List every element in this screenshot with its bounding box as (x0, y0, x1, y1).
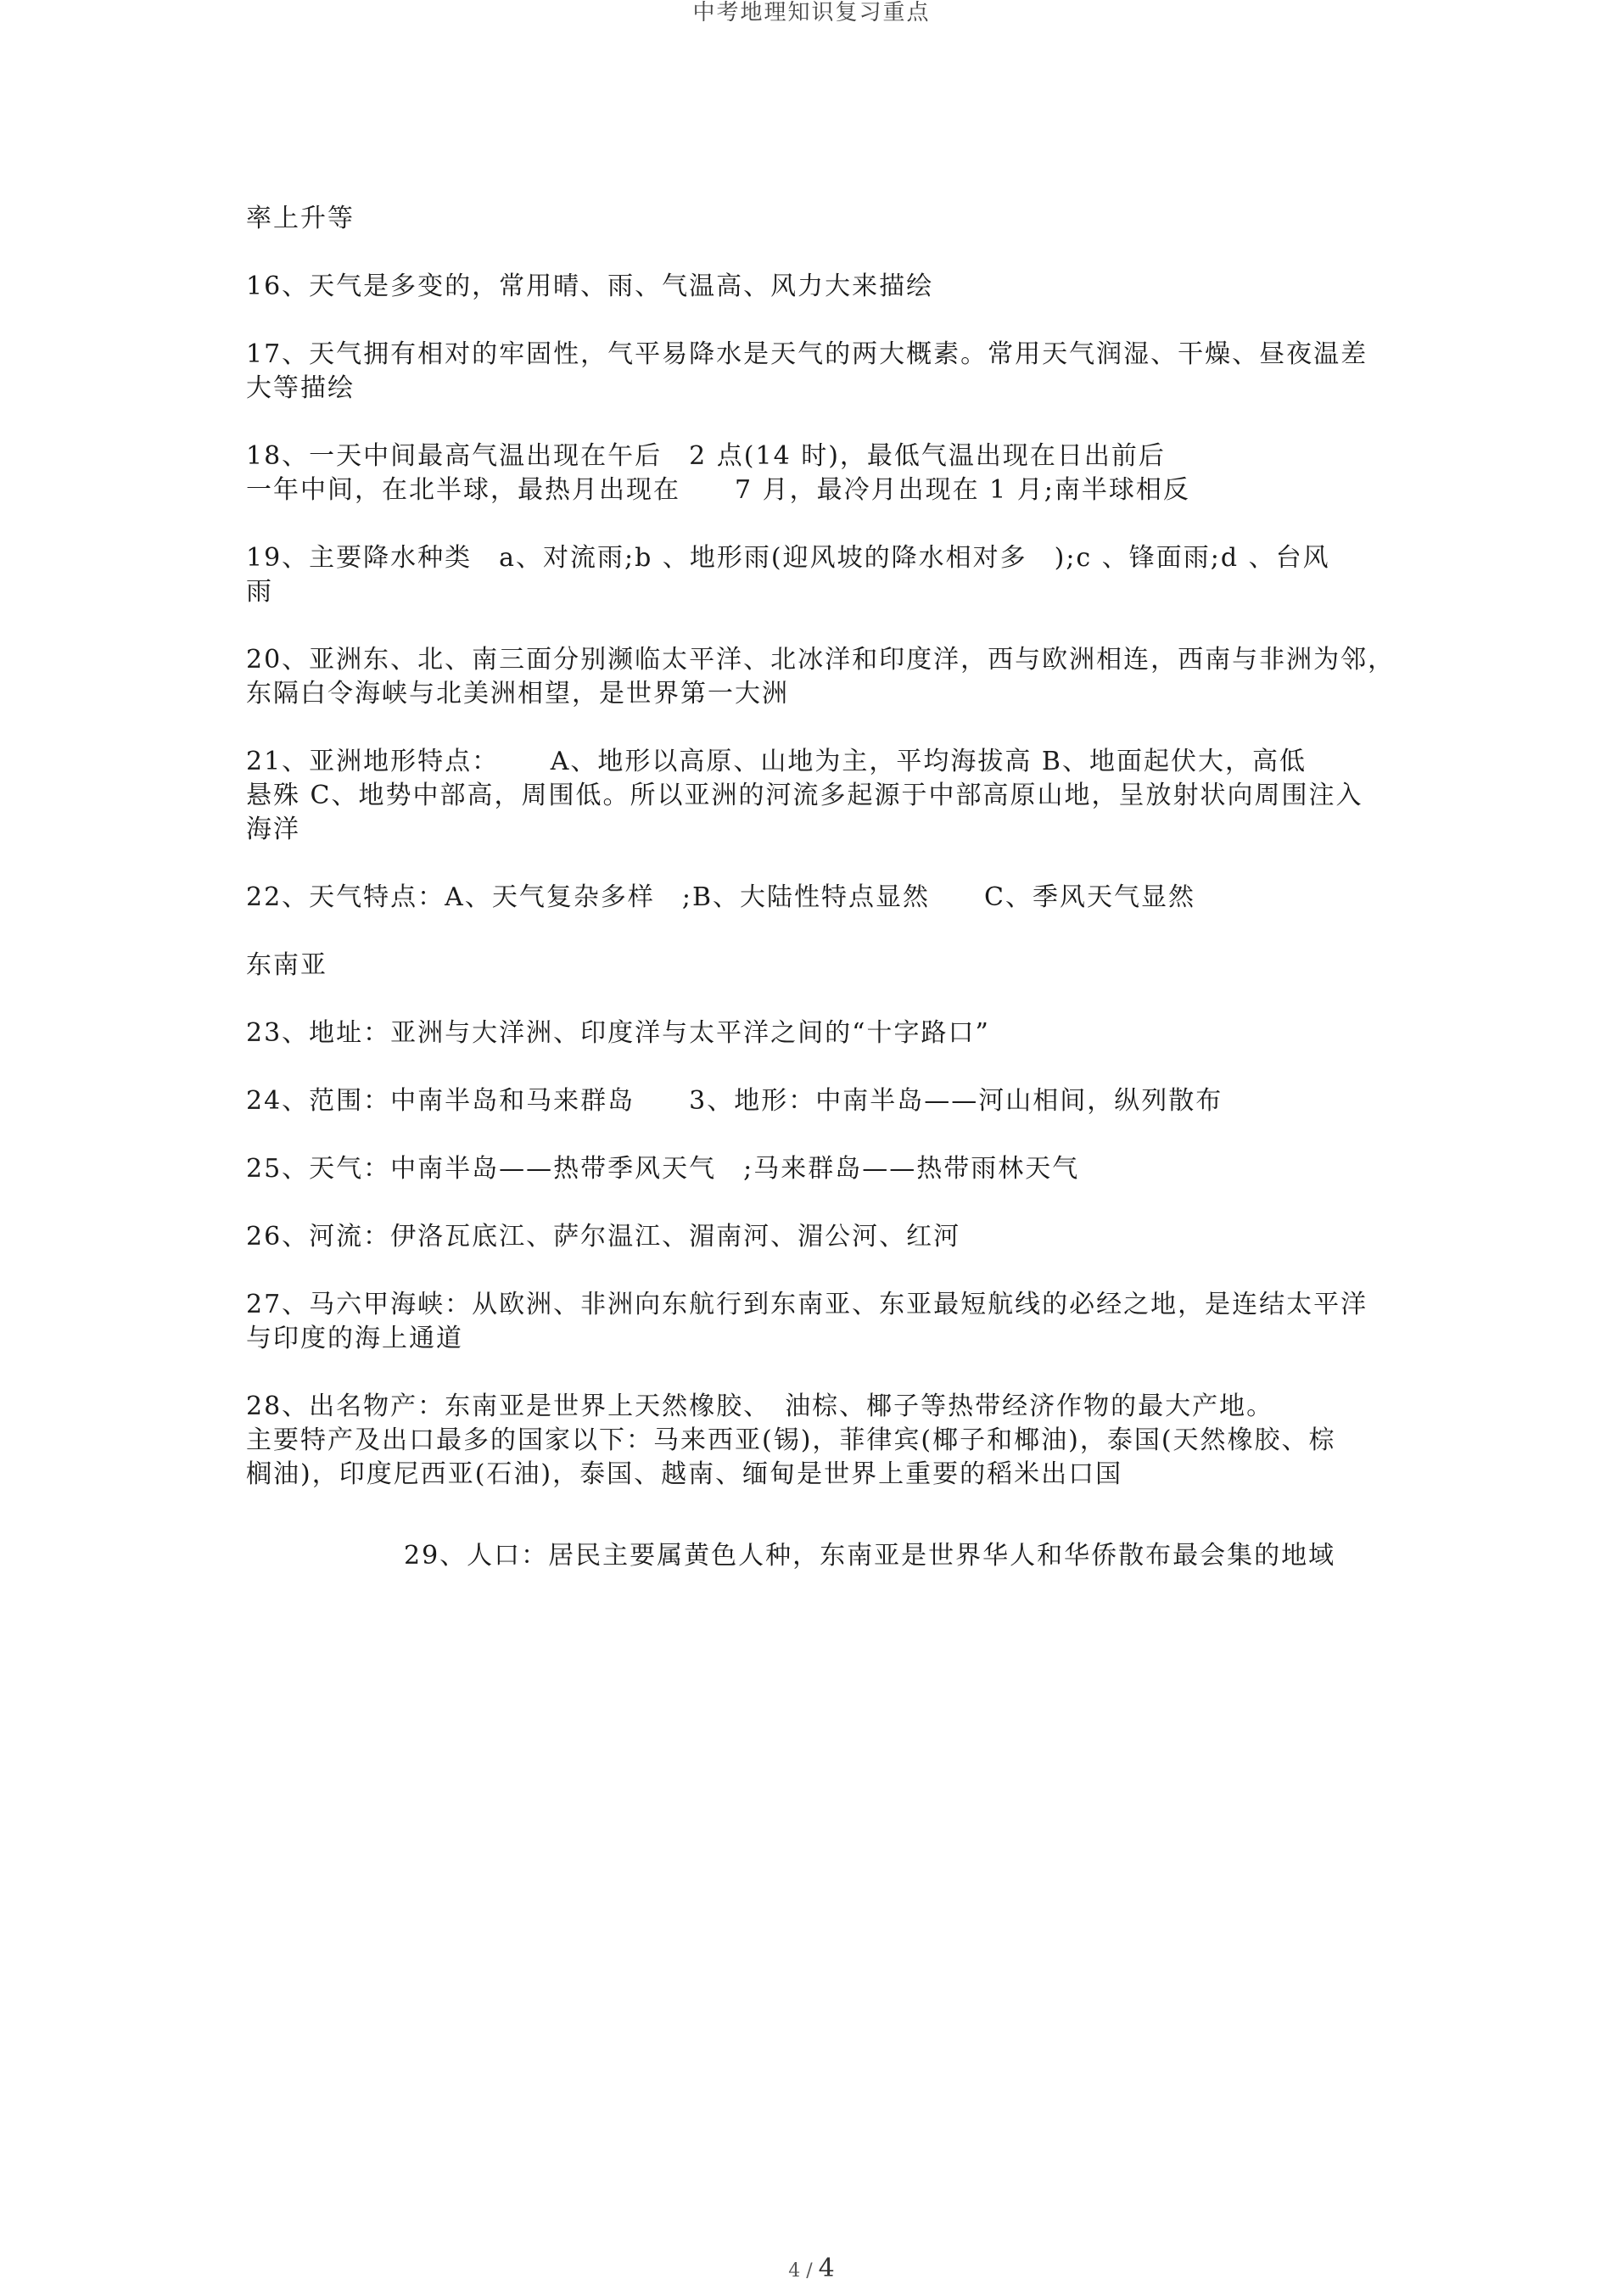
paragraph-line: 率上升等 (246, 204, 355, 233)
paragraph-line: 23、地址：亚洲与大洋洲、印度洋与太平洋之间的“十字路口” (246, 1018, 990, 1048)
paragraph-line: 26、河流：伊洛瓦底江、萨尔温江、湄南河、湄公河、红河 (246, 1222, 961, 1252)
document-body (246, 202, 1408, 1607)
paragraph-line: 大等描绘 (246, 373, 355, 403)
paragraph-line: 悬殊 C、地势中部高，周围低。所以亚洲的河流多起源于中部高原山地，呈放射状向周围注入 (246, 781, 1363, 810)
paragraph-29 (246, 1539, 1408, 1573)
paragraph-24 (246, 1084, 1408, 1118)
paragraph-23 (246, 1016, 1408, 1050)
paragraph-20 (246, 643, 1408, 711)
paragraph-line: 20、亚洲东、北、南三面分别濒临太平洋、北冰洋和印度洋，西与欧洲相连，西南与非洲为邻， (246, 645, 1396, 675)
paragraph-line: 27、马六甲海峡：从欧洲、非洲向东航行到东南亚、东亚最短航线的必经之地，是连结太平洋 (246, 1290, 1368, 1319)
paragraph-line: 28、出名物产：东南亚是世界上天然橡胶、 油棕、椰子等热带经济作物的最大产地。 (246, 1392, 1274, 1421)
paragraph-17 (246, 338, 1408, 406)
page-header-title: 中考地理知识复习重点 (692, 0, 931, 25)
paragraph-line: 与印度的海上通道 (246, 1324, 463, 1353)
paragraph-line: 25、天气：中南半岛——热带季风天气 ;马来群岛——热带雨林天气 (246, 1154, 1080, 1184)
page-number-big: 4 (818, 2254, 835, 2283)
paragraph-28 (246, 1390, 1408, 1492)
paragraph-line: 海洋 (246, 815, 300, 844)
page-number (0, 2254, 1623, 2283)
paragraph-line: 29、人口：居民主要属黄色人种，东南亚是世界华人和华侨散布最会集的地域 (404, 1541, 1336, 1571)
paragraph-line: 17、天气拥有相对的牢固性，气平易降水是天气的两大概素。常用天气润湿、干燥、昼夜温差 (246, 339, 1368, 369)
paragraph-line: 19、主要降水种类 a、对流雨;b 、地形雨(迎风坡的降水相对多 );c 、锋面雨;d 、台风 (246, 543, 1330, 573)
paragraph-18 (246, 440, 1408, 507)
paragraph-line: 22、天气特点：A、天气复杂多样 ;B、大陆性特点显然 C、季风天气显然 (246, 882, 1195, 912)
section-heading-southeast-asia (246, 949, 1408, 983)
paragraph-line: 东南亚 (246, 950, 327, 980)
paragraph-line: 16、天气是多变的，常用晴、雨、气温高、风力大来描绘 (246, 272, 934, 301)
paragraph-26 (246, 1220, 1408, 1254)
paragraph-line: 主要特产及出口最多的国家以下：马来西亚(锡)，菲律宾(椰子和椰油)，泰国(天然橡胶、棕 (246, 1425, 1336, 1455)
paragraph-line: 雨 (246, 577, 273, 607)
paragraph-line: 东隔白令海峡与北美洲相望，是世界第一大洲 (246, 679, 789, 708)
paragraph-19 (246, 541, 1408, 609)
paragraph-line: 一年中间，在北半球，最热月出现在 7 月，最冷月出现在 1 月;南半球相反 (246, 475, 1190, 505)
paragraph-line: 18、一天中间最高气温出现在午后 2 点(14 时)，最低气温出现在日出前后 (246, 441, 1166, 471)
paragraph-0 (246, 202, 1408, 236)
paragraph-27 (246, 1288, 1408, 1356)
paragraph-25 (246, 1152, 1408, 1186)
paragraph-22 (246, 881, 1408, 915)
paragraph-21 (246, 745, 1408, 847)
paragraph-line: 24、范围：中南半岛和马来群岛 3、地形：中南半岛——河山相间，纵列散布 (246, 1086, 1223, 1116)
paragraph-16 (246, 270, 1408, 304)
paragraph-line: 21、亚洲地形特点： A、地形以高原、山地为主，平均海拔高 B、地面起伏大，高低 (246, 747, 1307, 776)
page-number-small: 4 / (788, 2260, 819, 2282)
paragraph-line: 榈油)，印度尼西亚(石油)，泰国、越南、缅甸是世界上重要的稻米出口国 (246, 1459, 1123, 1489)
